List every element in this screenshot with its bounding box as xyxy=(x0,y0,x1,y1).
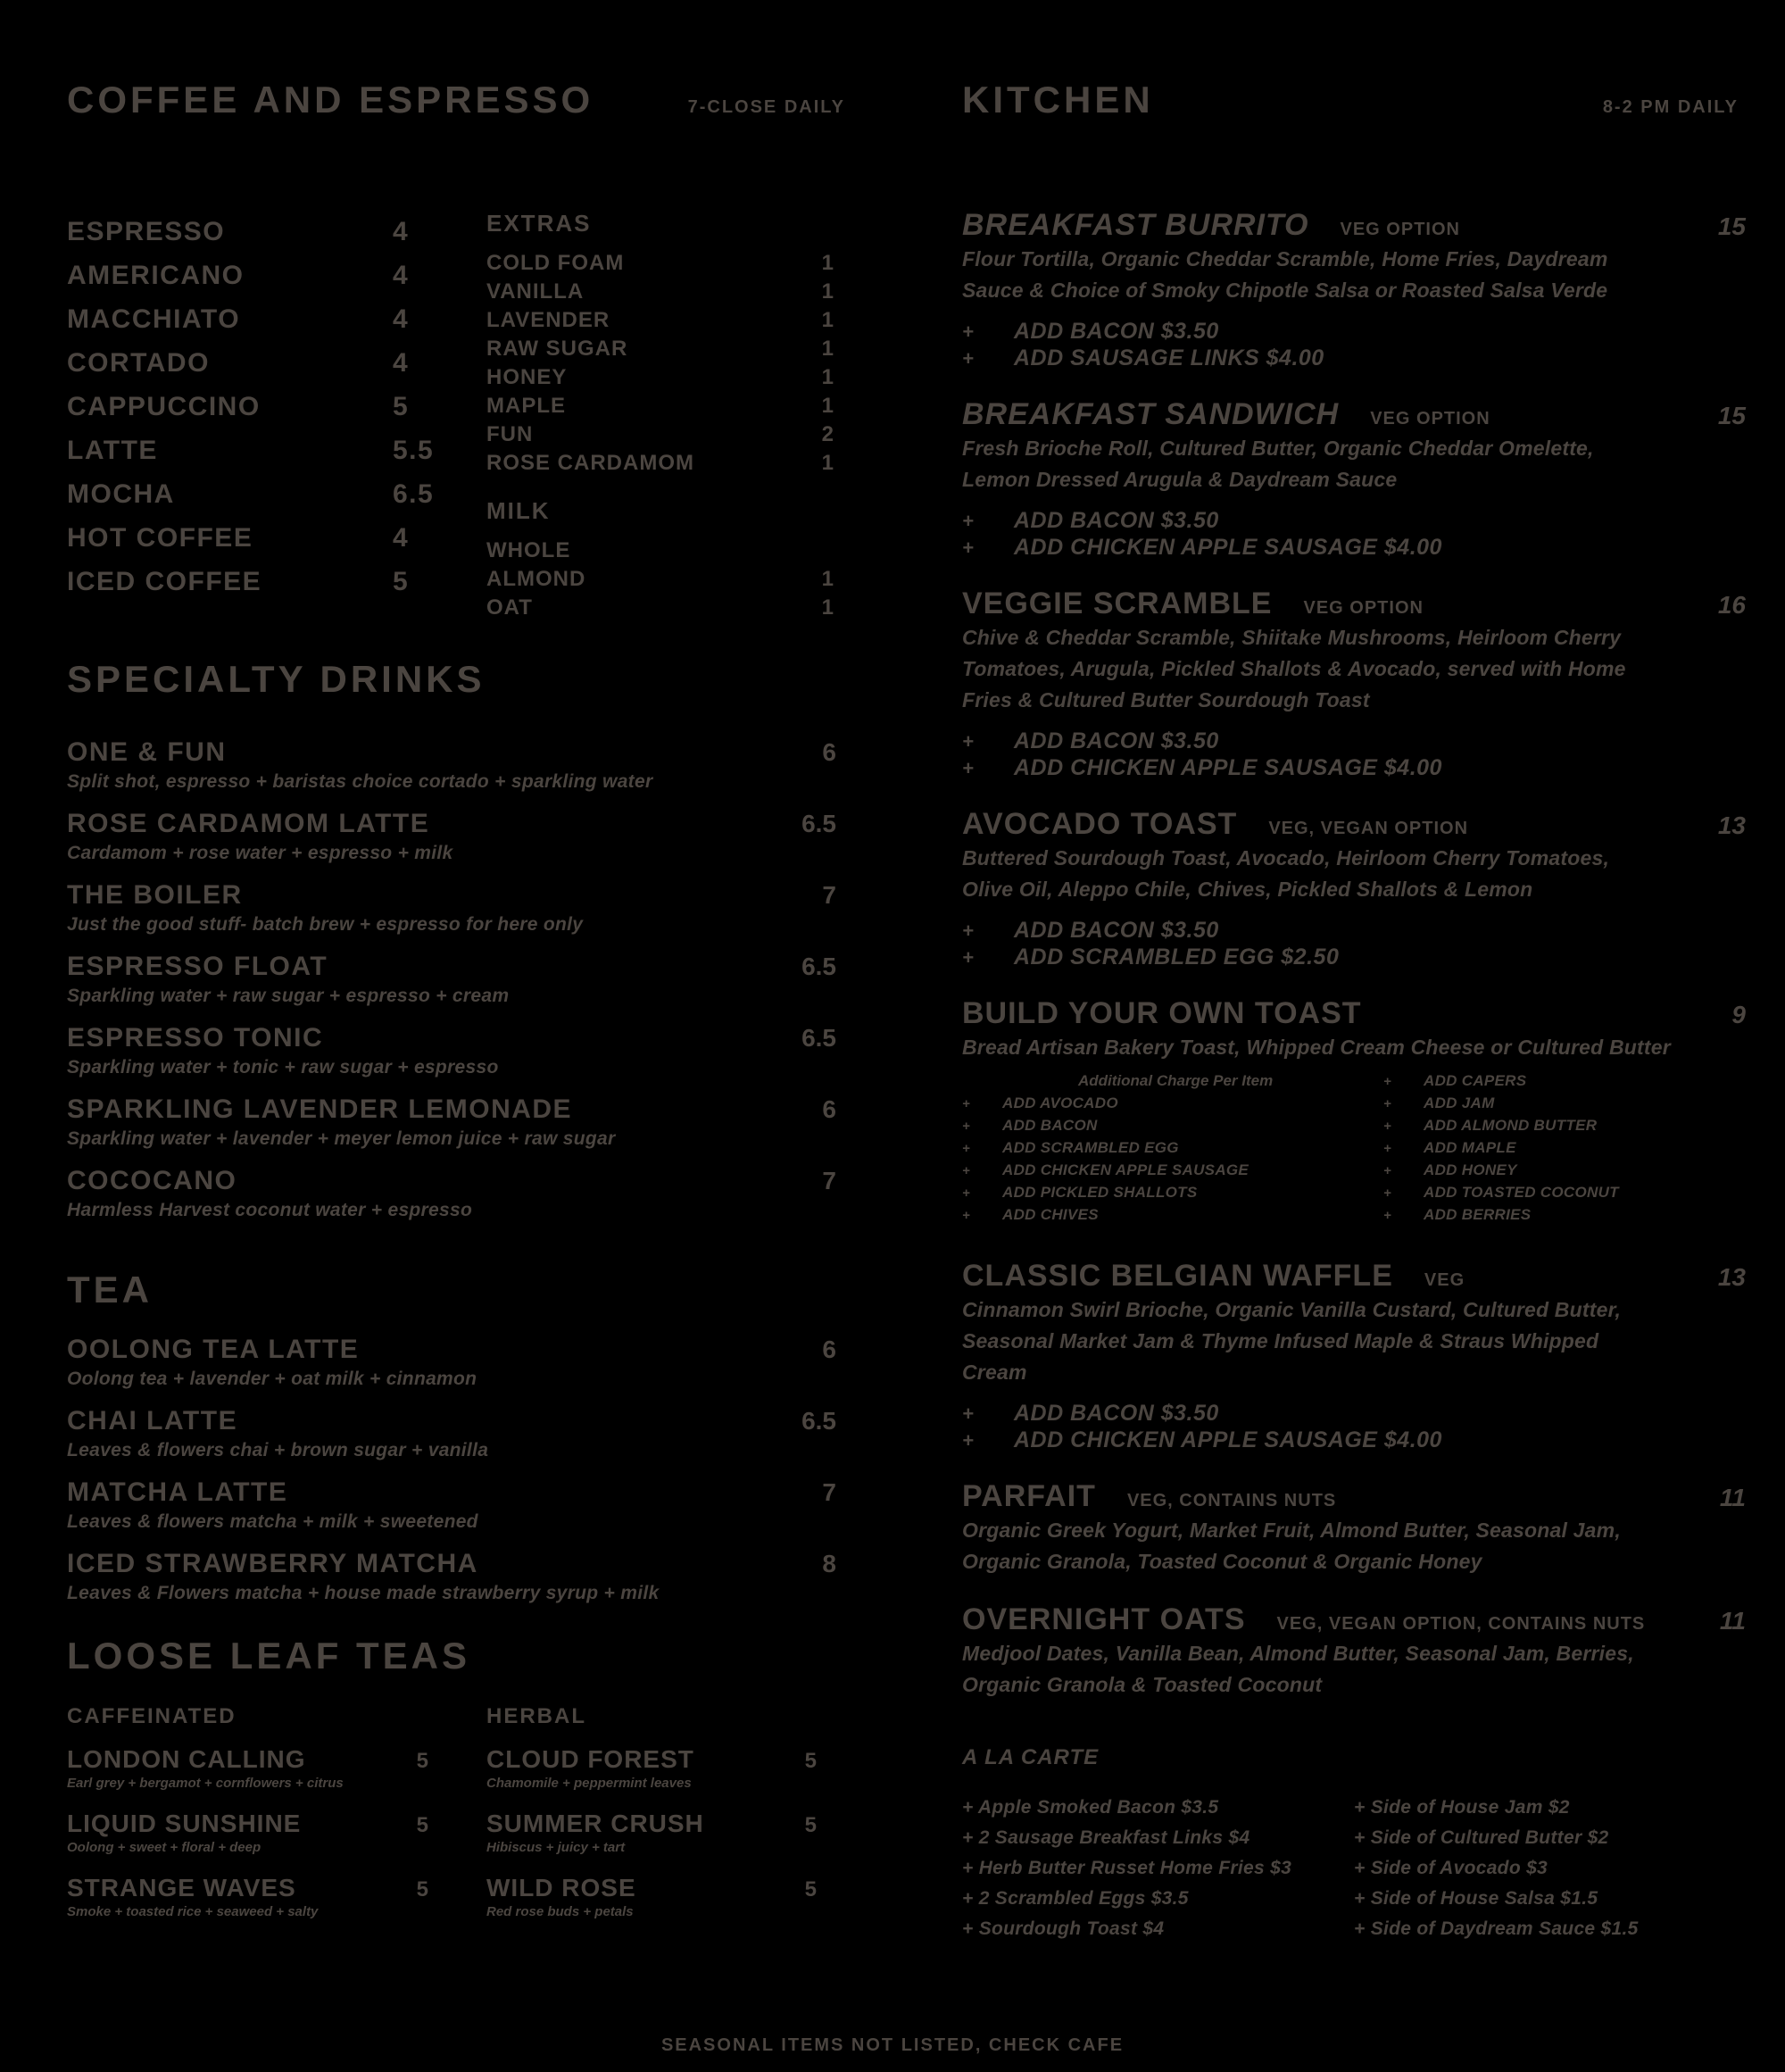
item-name: THE BOILER xyxy=(67,880,243,910)
item-desc: Chamomile + peppermint leaves xyxy=(486,1776,692,1791)
herbal-column xyxy=(486,1704,830,1938)
a-la-carte-item: + Side of Avocado $3 xyxy=(1354,1858,1548,1878)
extras-title: EXTRAS xyxy=(486,210,592,237)
plus-icon: + xyxy=(962,347,975,370)
item-desc: Medjool Dates, Vanilla Bean, Almond Butter, Seasonal Jam, Berries, Organic Granola & Toasted Coconut xyxy=(962,1642,1634,1696)
list-item xyxy=(67,560,486,603)
plus-icon: + xyxy=(962,757,975,779)
item-price: 5 xyxy=(416,1749,428,1773)
item-price: 6.5 xyxy=(393,478,435,509)
kitchen-item xyxy=(962,1479,1746,1577)
diet-badge: VEG, VEGAN OPTION xyxy=(1268,819,1469,838)
menu-item xyxy=(67,1022,852,1081)
item-price: 4 xyxy=(393,304,410,334)
item-price: 6 xyxy=(822,1095,836,1123)
item-price: 4 xyxy=(393,216,410,246)
addon-text: ADD CHICKEN APPLE SAUSAGE $4.00 xyxy=(1014,755,1442,780)
item-name: CHAI LATTE xyxy=(67,1406,238,1435)
item-desc: Just the good stuff- batch brew + espresso for here only xyxy=(67,914,584,935)
item-desc: Bread Artisan Bakery Toast, Whipped Cream Cheese or Cultured Butter xyxy=(962,1036,1671,1059)
addon-line xyxy=(1383,1139,1746,1161)
a-la-carte-item: + Side of House Salsa $1.5 xyxy=(1354,1888,1598,1909)
addon-line xyxy=(962,1139,1383,1161)
menu-item xyxy=(67,1334,852,1393)
item-desc: Hibiscus + juicy + tart xyxy=(486,1840,626,1855)
addon-text: ADD CHIVES xyxy=(1002,1206,1099,1223)
item-desc: Red rose buds + petals xyxy=(486,1904,634,1919)
item-desc: Sparkling water + tonic + raw sugar + espresso xyxy=(67,1057,499,1078)
item-name: ALMOND xyxy=(486,567,586,591)
right-column xyxy=(962,79,1746,1949)
menu-item xyxy=(67,1165,852,1224)
a-la-carte-item: + Herb Butter Russet Home Fries $3 xyxy=(962,1858,1292,1878)
diet-badge: VEG, CONTAINS NUTS xyxy=(1126,1491,1337,1510)
kitchen-item xyxy=(962,807,1746,971)
item-price: 11 xyxy=(1719,1607,1746,1635)
menu-item xyxy=(67,1874,442,1922)
plus-icon: + xyxy=(1383,1119,1392,1134)
addon-line xyxy=(1383,1094,1746,1117)
addon-list xyxy=(962,508,1746,562)
list-item xyxy=(67,341,486,385)
plus-icon: + xyxy=(1383,1163,1392,1178)
item-price: 15 xyxy=(1717,402,1746,429)
menu-item xyxy=(67,1745,442,1793)
item-price: 16 xyxy=(1717,591,1746,619)
item-desc: Cinnamon Swirl Brioche, Organic Vanilla Custard, Cultured Butter, Seasonal Market Jam & Thyme Infused Maple & Straus Whipped Cream xyxy=(962,1298,1622,1384)
a-la-carte-columns xyxy=(962,1797,1746,1949)
a-la-carte-column xyxy=(1354,1797,1746,1949)
specialty-title: SPECIALTY DRINKS xyxy=(67,658,486,700)
plus-icon: + xyxy=(962,537,975,559)
addon-text: ADD TOASTED COCONUT xyxy=(1424,1184,1619,1201)
item-name: RAW SUGAR xyxy=(486,337,628,361)
addon-text: ADD BACON $3.50 xyxy=(1014,728,1219,753)
item-name: PARFAIT xyxy=(962,1479,1096,1513)
item-name: VEGGIE SCRAMBLE xyxy=(962,587,1273,620)
menu-item xyxy=(67,1477,852,1535)
addon-text: ADD BACON $3.50 xyxy=(1014,1401,1219,1426)
addon-line xyxy=(962,1427,1746,1454)
item-desc: Earl grey + bergamot + cornflowers + citrus xyxy=(67,1776,344,1791)
item-name: LAVENDER xyxy=(486,308,610,332)
item-name: LIQUID SUNSHINE xyxy=(67,1810,302,1837)
addon-text: ADD BERRIES xyxy=(1424,1206,1532,1223)
addon-line xyxy=(962,1401,1746,1427)
plus-icon: + xyxy=(962,510,975,532)
item-price: 6.5 xyxy=(801,953,836,980)
list-item xyxy=(486,565,834,594)
plus-icon: + xyxy=(1383,1141,1392,1156)
item-price: 8 xyxy=(822,1550,836,1577)
menu-item xyxy=(67,951,852,1010)
addon-line xyxy=(962,918,1746,944)
diet-badge: VEG OPTION xyxy=(1340,220,1460,239)
toast-addon-column xyxy=(962,1072,1383,1228)
milk-title: MILK xyxy=(486,497,551,524)
addon-text: ADD CHICKEN APPLE SAUSAGE xyxy=(1002,1161,1250,1178)
item-price: 5 xyxy=(416,1813,428,1837)
plus-icon: + xyxy=(962,1429,975,1452)
item-price: 7 xyxy=(822,881,836,909)
left-column xyxy=(67,79,852,1938)
addon-text: ADD PICKLED SHALLOTS xyxy=(1002,1184,1198,1201)
a-la-carte-title: A LA CARTE xyxy=(962,1745,1100,1769)
item-name: MATCHA LATTE xyxy=(67,1477,288,1507)
plus-icon: + xyxy=(1383,1096,1392,1111)
addon-line xyxy=(962,508,1746,535)
item-desc: Leaves & flowers chai + brown sugar + vanilla xyxy=(67,1440,489,1460)
item-desc: Fresh Brioche Roll, Cultured Butter, Organic Cheddar Omelette, Lemon Dressed Arugula & Daydream Sauce xyxy=(962,437,1594,491)
item-price: 1 xyxy=(821,365,834,389)
item-name: MAPLE xyxy=(486,394,566,418)
item-price: 1 xyxy=(821,567,834,591)
list-item xyxy=(67,516,486,560)
menu-item xyxy=(486,1810,830,1858)
addon-text: ADD SCRAMBLED EGG $2.50 xyxy=(1014,944,1340,969)
kitchen-list xyxy=(962,208,1746,1701)
a-la-carte-item: + Apple Smoked Bacon $3.5 xyxy=(962,1797,1219,1818)
menu-item xyxy=(67,736,852,795)
item-name: SUMMER CRUSH xyxy=(486,1810,704,1837)
plus-icon: + xyxy=(1383,1208,1392,1223)
plus-icon: + xyxy=(962,1141,971,1156)
diet-badge: VEG OPTION xyxy=(1303,598,1424,618)
item-name: MACCHIATO xyxy=(67,304,241,334)
item-desc: Chive & Cheddar Scramble, Shiitake Mushrooms, Heirloom Cherry Tomatoes, Arugula, Pickled Shallots & Avocado, served with Home Fries & Cultured Butter Sourdough Toast xyxy=(962,626,1626,711)
addon-line xyxy=(1383,1161,1746,1184)
coffee-grid xyxy=(67,210,852,622)
item-price: 5 xyxy=(416,1877,428,1901)
list-item xyxy=(67,210,486,254)
list-item xyxy=(486,278,834,306)
item-name: CLASSIC BELGIAN WAFFLE xyxy=(962,1259,1393,1293)
coffee-hours: 7-CLOSE DAILY xyxy=(687,97,845,117)
item-desc: Oolong tea + lavender + oat milk + cinnamon xyxy=(67,1369,477,1389)
addon-list xyxy=(962,1401,1746,1454)
item-name: OVERNIGHT OATS xyxy=(962,1602,1246,1636)
item-desc: Smoke + toasted rice + seaweed + salty xyxy=(67,1904,319,1919)
addon-text: ADD BACON xyxy=(1002,1117,1098,1134)
item-desc: Leaves & Flowers matcha + house made strawberry syrup + milk xyxy=(67,1583,660,1603)
addon-line xyxy=(1383,1117,1746,1139)
plus-icon: + xyxy=(962,920,975,942)
item-price: 6 xyxy=(822,738,836,766)
plus-icon: + xyxy=(962,1208,971,1223)
tea-list xyxy=(67,1334,852,1607)
item-name: COCOCANO xyxy=(67,1166,237,1195)
footer-note: SEASONAL ITEMS NOT LISTED, CHECK CAFE xyxy=(660,2035,1125,2055)
menu-item xyxy=(67,879,852,938)
item-name: BREAKFAST BURRITO xyxy=(962,208,1309,242)
addon-text: ADD BACON $3.50 xyxy=(1014,319,1219,344)
addon-text: ADD CHICKEN APPLE SAUSAGE $4.00 xyxy=(1014,1427,1442,1452)
diet-badge: VEG xyxy=(1424,1270,1465,1290)
list-item xyxy=(486,249,834,278)
item-price: 2 xyxy=(821,422,834,446)
addon-text: ADD MAPLE xyxy=(1424,1139,1516,1156)
diet-badge: VEG, VEGAN OPTION, CONTAINS NUTS xyxy=(1276,1614,1646,1634)
addon-text: ADD CHICKEN APPLE SAUSAGE $4.00 xyxy=(1014,535,1442,560)
item-price: 6.5 xyxy=(801,1407,836,1435)
addon-line xyxy=(962,944,1746,971)
a-la-carte-section xyxy=(962,1745,1746,1949)
list-item xyxy=(67,297,486,341)
item-desc: Sparkling water + raw sugar + espresso + cream xyxy=(67,986,510,1006)
tea-title: TEA xyxy=(67,1269,153,1311)
coffee-section-header xyxy=(67,79,852,121)
item-price: 15 xyxy=(1717,212,1746,240)
kitchen-title: KITCHEN xyxy=(962,79,1154,121)
caffeinated-column xyxy=(67,1704,442,1938)
kitchen-item xyxy=(962,397,1746,562)
column-label: CAFFEINATED xyxy=(67,1704,237,1728)
item-desc: Split shot, espresso + baristas choice cortado + sparkling water xyxy=(67,771,653,792)
addon-text: ADD BACON $3.50 xyxy=(1014,508,1219,533)
item-name: SPARKLING LAVENDER LEMONADE xyxy=(67,1094,573,1124)
menu-item xyxy=(486,1874,830,1922)
loose-leaf-title: LOOSE LEAF TEAS xyxy=(67,1635,471,1677)
plus-icon: + xyxy=(962,320,975,343)
item-price: 1 xyxy=(821,394,834,418)
item-desc: Organic Greek Yogurt, Market Fruit, Almond Butter, Seasonal Jam, Organic Granola, Toasted Coconut & Organic Honey xyxy=(962,1519,1621,1573)
plus-icon: + xyxy=(962,730,975,753)
item-price: 4 xyxy=(393,522,410,553)
item-price: 5 xyxy=(393,566,410,596)
addon-line xyxy=(962,755,1746,782)
menu-item xyxy=(67,1548,852,1607)
addon-line xyxy=(962,345,1746,372)
item-name: ONE & FUN xyxy=(67,737,227,767)
addon-line xyxy=(962,1094,1383,1117)
a-la-carte-item: + Side of House Jam $2 xyxy=(1354,1797,1570,1818)
item-price: 1 xyxy=(821,451,834,475)
list-item xyxy=(486,363,834,392)
addon-list xyxy=(962,918,1746,971)
item-price: 5 xyxy=(393,391,410,421)
addon-text: ADD AVOCADO xyxy=(1002,1094,1118,1111)
item-price: 7 xyxy=(822,1167,836,1194)
plus-icon: + xyxy=(962,1402,975,1425)
list-item xyxy=(486,306,834,335)
addon-text: ADD SCRAMBLED EGG xyxy=(1002,1139,1179,1156)
item-name: AMERICANO xyxy=(67,260,245,290)
list-item xyxy=(486,537,834,565)
addon-line xyxy=(1383,1072,1746,1094)
item-name: LATTE xyxy=(67,435,158,465)
toast-addon-column xyxy=(1383,1072,1746,1228)
addon-text: ADD JAM xyxy=(1424,1094,1495,1111)
list-item xyxy=(486,335,834,363)
item-desc: Leaves & flowers matcha + milk + sweetened xyxy=(67,1511,478,1532)
item-price: 5 xyxy=(804,1749,817,1773)
kitchen-item xyxy=(962,208,1746,372)
addon-line xyxy=(1383,1184,1746,1206)
item-price: 13 xyxy=(1717,1263,1746,1291)
item-name: HONEY xyxy=(486,365,568,389)
addon-text: ADD HONEY xyxy=(1424,1161,1517,1178)
kitchen-section-header xyxy=(962,79,1746,121)
item-name: ICED COFFEE xyxy=(67,566,262,596)
item-name: ROSE CARDAMOM xyxy=(486,451,694,475)
item-name: OAT xyxy=(486,595,533,620)
a-la-carte-column xyxy=(962,1797,1354,1949)
item-name: BUILD YOUR OWN TOAST xyxy=(962,996,1362,1030)
coffee-title: COFFEE AND ESPRESSO xyxy=(67,79,594,121)
loose-leaf-grid xyxy=(67,1704,852,1938)
item-name: COLD FOAM xyxy=(486,251,625,275)
menu-item xyxy=(486,1745,830,1793)
kitchen-item xyxy=(962,1602,1746,1701)
item-desc: Harmless Harvest coconut water + espresso xyxy=(67,1200,473,1220)
item-price: 1 xyxy=(821,337,834,361)
item-name: BREAKFAST SANDWICH xyxy=(962,397,1340,431)
item-name: ESPRESSO FLOAT xyxy=(67,952,328,981)
a-la-carte-item: + 2 Scrambled Eggs $3.5 xyxy=(962,1888,1189,1909)
plus-icon: + xyxy=(1383,1074,1392,1089)
plus-icon: + xyxy=(962,1163,971,1178)
menu-item xyxy=(67,1405,852,1464)
addon-line xyxy=(962,319,1746,345)
menu-item xyxy=(67,1810,442,1858)
a-la-carte-item: + 2 Sausage Breakfast Links $4 xyxy=(962,1827,1250,1848)
kitchen-item-build-your-own-toast xyxy=(962,996,1746,1228)
addon-line xyxy=(962,1206,1383,1228)
item-price: 11 xyxy=(1719,1484,1746,1511)
list-item xyxy=(67,254,486,297)
item-desc: Oolong + sweet + floral + deep xyxy=(67,1840,262,1855)
item-name: VANILLA xyxy=(486,279,585,304)
item-name: ICED STRAWBERRY MATCHA xyxy=(67,1549,478,1578)
item-name: CLOUD FOREST xyxy=(486,1745,694,1773)
item-name: ROSE CARDAMOM LATTE xyxy=(67,809,430,838)
item-desc: Buttered Sourdough Toast, Avocado, Heirloom Cherry Tomatoes, Olive Oil, Aleppo Chile, Chives, Pickled Shallots & Lemon xyxy=(962,846,1610,901)
item-desc: Sparkling water + lavender + meyer lemon juice + raw sugar xyxy=(67,1128,616,1149)
specialty-list xyxy=(67,736,852,1224)
addon-text: ADD CAPERS xyxy=(1424,1072,1527,1089)
item-price: 6.5 xyxy=(801,1024,836,1052)
item-name: FUN xyxy=(486,422,534,446)
a-la-carte-item: + Sourdough Toast $4 xyxy=(962,1918,1165,1939)
addon-list xyxy=(962,319,1746,372)
addon-text: ADD SAUSAGE LINKS $4.00 xyxy=(1014,345,1324,370)
item-name: CAPPUCCINO xyxy=(67,391,261,421)
toast-addon-columns xyxy=(962,1072,1746,1228)
addon-line xyxy=(962,728,1746,755)
item-name: STRANGE WAVES xyxy=(67,1874,296,1901)
menu-item xyxy=(67,808,852,867)
item-price: 13 xyxy=(1717,811,1746,839)
item-desc: Flour Tortilla, Organic Cheddar Scramble, Home Fries, Daydream Sauce & Choice of Smoky Chipotle Salsa or Roasted Salsa Verde xyxy=(962,247,1608,302)
plus-icon: + xyxy=(962,1096,971,1111)
item-name: ESPRESSO xyxy=(67,216,226,246)
menu-item xyxy=(67,1094,852,1152)
plus-icon: + xyxy=(962,946,975,969)
item-name: LONDON CALLING xyxy=(67,1745,306,1773)
item-price: 5 xyxy=(804,1813,817,1837)
plus-icon: + xyxy=(962,1186,971,1201)
item-price: 6.5 xyxy=(801,810,836,837)
item-price: 4 xyxy=(393,260,410,290)
list-item xyxy=(486,449,834,478)
item-name: CORTADO xyxy=(67,347,210,378)
item-name: AVOCADO TOAST xyxy=(962,807,1238,841)
addon-line xyxy=(962,535,1746,562)
list-item xyxy=(67,385,486,429)
addon-text: ADD ALMOND BUTTER xyxy=(1424,1117,1598,1134)
kitchen-hours: 8-2 PM DAILY xyxy=(1602,97,1739,117)
coffee-list xyxy=(67,210,486,622)
addon-line xyxy=(962,1117,1383,1139)
column-label: HERBAL xyxy=(486,1704,586,1728)
item-name: OOLONG TEA LATTE xyxy=(67,1335,360,1364)
kitchen-item xyxy=(962,1259,1746,1454)
addon-line xyxy=(1383,1206,1746,1228)
addon-text: ADD BACON $3.50 xyxy=(1014,918,1219,943)
item-name: MOCHA xyxy=(67,478,175,509)
item-price: 7 xyxy=(822,1478,836,1506)
extras-column xyxy=(486,210,834,622)
item-name: WILD ROSE xyxy=(486,1874,636,1901)
item-price: 9 xyxy=(1731,1001,1746,1028)
list-item xyxy=(67,472,486,516)
item-price: 1 xyxy=(821,595,834,620)
item-price: 1 xyxy=(821,251,834,275)
addon-note: Additional Charge Per Item xyxy=(1078,1072,1274,1089)
item-price: 1 xyxy=(821,308,834,332)
item-price: 1 xyxy=(821,279,834,304)
list-item xyxy=(486,420,834,449)
list-item xyxy=(486,594,834,622)
a-la-carte-item: + Side of Daydream Sauce $1.5 xyxy=(1354,1918,1639,1939)
plus-icon: + xyxy=(1383,1186,1392,1201)
kitchen-item xyxy=(962,587,1746,782)
item-price: 5 xyxy=(804,1877,817,1901)
item-name: HOT COFFEE xyxy=(67,522,253,553)
plus-icon: + xyxy=(962,1119,971,1134)
item-name: WHOLE xyxy=(486,538,571,562)
a-la-carte-item: + Side of Cultured Butter $2 xyxy=(1354,1827,1609,1848)
addon-list xyxy=(962,728,1746,782)
item-desc: Cardamom + rose water + espresso + milk xyxy=(67,843,453,863)
item-price: 6 xyxy=(822,1336,836,1363)
addon-line xyxy=(962,1184,1383,1206)
diet-badge: VEG OPTION xyxy=(1370,409,1490,429)
list-item xyxy=(486,392,834,420)
item-price: 4 xyxy=(393,347,410,378)
item-name: ESPRESSO TONIC xyxy=(67,1023,324,1053)
list-item xyxy=(67,429,486,472)
addon-line xyxy=(962,1161,1383,1184)
item-price: 5.5 xyxy=(393,435,435,465)
